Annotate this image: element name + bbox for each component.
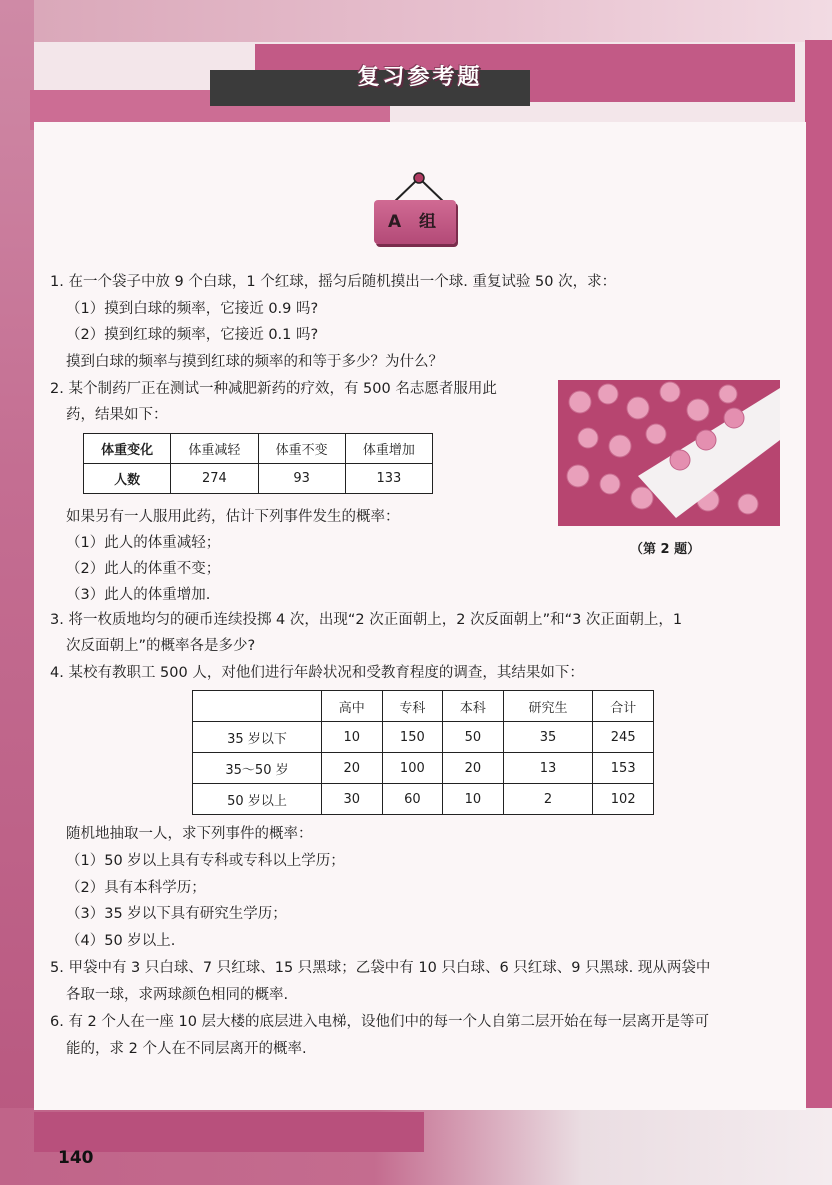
table-cell: 20 bbox=[322, 753, 383, 784]
table-cell: 153 bbox=[593, 753, 654, 784]
question-2-part-3: （3）此人的体重增加. bbox=[66, 587, 211, 603]
table-cell: 133 bbox=[345, 464, 432, 494]
question-5-line-2: 各取一球，求两球颜色相同的概率. bbox=[66, 987, 289, 1003]
question-6-line-1: 6. 有 2 个人在一座 10 层大楼的底层进入电梯，设他们中的每一个人自第二层开始在每一层离开是等可 bbox=[50, 1014, 710, 1030]
pills-icon bbox=[558, 380, 780, 526]
pill-photo bbox=[558, 380, 780, 526]
bottom-strip bbox=[34, 1112, 424, 1152]
table-cell: 150 bbox=[382, 722, 443, 753]
table-header: 高中 bbox=[322, 691, 383, 722]
question-4-intro: 随机地抽取一人，求下列事件的概率： bbox=[66, 826, 313, 842]
table-cell: 10 bbox=[322, 722, 383, 753]
table-header: 体重减轻 bbox=[171, 434, 258, 464]
question-1-part-1: （1）摸到白球的频率，它接近 0.9 吗? bbox=[66, 301, 319, 317]
question-1-part-3: 摸到白球的频率与摸到红球的频率的和等于多少？为什么？ bbox=[66, 354, 443, 370]
table-header: 体重变化 bbox=[84, 434, 171, 464]
table-cell: 2 bbox=[503, 784, 593, 815]
question-1-stem: 1. 在一个袋子中放 9 个白球，1 个红球，摇匀后随机摸出一个球. 重复试验 50 次，求： bbox=[50, 274, 617, 290]
question-3-line-1: 3. 将一枚质地均匀的硬币连续投掷 4 次，出现“2 次正面朝上，2 次反面朝上”和“3 次正面朝上，1 bbox=[50, 612, 683, 628]
table-row bbox=[193, 722, 654, 753]
question-2-stem-line-1: 2. 某个制药厂正在测试一种减肥新药的疗效，有 500 名志愿者服用此 bbox=[50, 381, 497, 397]
table-header: 专科 bbox=[382, 691, 443, 722]
weight-change-table bbox=[83, 433, 433, 494]
right-decoration bbox=[805, 40, 832, 1120]
question-1-part-2: （2）摸到红球的频率，它接近 0.1 吗? bbox=[66, 327, 319, 343]
table-row bbox=[193, 753, 654, 784]
table-cell: 20 bbox=[443, 753, 504, 784]
table-header: 本科 bbox=[443, 691, 504, 722]
table-row bbox=[193, 784, 654, 815]
group-label: A 组 bbox=[387, 212, 443, 232]
table-header: 体重增加 bbox=[345, 434, 432, 464]
staff-survey-table bbox=[192, 690, 654, 815]
table-cell: 245 bbox=[593, 722, 654, 753]
table-cell: 100 bbox=[382, 753, 443, 784]
table-header: 研究生 bbox=[503, 691, 593, 722]
table-cell: 60 bbox=[382, 784, 443, 815]
table-cell: 人数 bbox=[84, 464, 171, 494]
question-2-stem-line-2: 药，结果如下： bbox=[66, 407, 168, 423]
table-cell: 13 bbox=[503, 753, 593, 784]
question-4-part-1: （1）50 岁以上具有专科或专科以上学历； bbox=[66, 853, 345, 869]
question-2-intro: 如果另有一人服用此药，估计下列事件发生的概率： bbox=[66, 509, 400, 525]
question-4-part-3: （3）35 岁以下具有研究生学历； bbox=[66, 906, 287, 922]
page-number: 140 bbox=[58, 1148, 94, 1168]
table-cell: 102 bbox=[593, 784, 654, 815]
photo-caption: （第 2 题） bbox=[630, 542, 701, 557]
table-cell: 10 bbox=[443, 784, 504, 815]
question-6-line-2: 能的，求 2 个人在不同层离开的概率. bbox=[66, 1041, 307, 1057]
left-decoration bbox=[0, 0, 34, 1185]
question-4-part-2: （2）具有本科学历； bbox=[66, 880, 206, 896]
table-header: 体重不变 bbox=[258, 434, 345, 464]
table-header: 合计 bbox=[593, 691, 654, 722]
top-decoration bbox=[0, 0, 832, 42]
table-cell: 274 bbox=[171, 464, 258, 494]
table-cell: 30 bbox=[322, 784, 383, 815]
table-cell: 35 bbox=[503, 722, 593, 753]
question-2-part-2: （2）此人的体重不变； bbox=[66, 561, 221, 577]
question-2-part-1: （1）此人的体重减轻； bbox=[66, 535, 221, 551]
question-4-part-4: （4）50 岁以上. bbox=[66, 933, 176, 949]
table-cell: 93 bbox=[258, 464, 345, 494]
table-cell: 35～50 岁 bbox=[193, 753, 322, 784]
question-5-line-1: 5. 甲袋中有 3 只白球、7 只红球、15 只黑球；乙袋中有 10 只白球、6 只红球、9 只黑球. 现从两袋中 bbox=[50, 960, 711, 976]
page-title: 复习参考题 bbox=[357, 65, 483, 90]
table-header bbox=[193, 691, 322, 722]
table-cell: 50 岁以上 bbox=[193, 784, 322, 815]
question-3-line-2: 次反面朝上”的概率各是多少? bbox=[66, 638, 256, 654]
question-4-stem: 4. 某校有教职工 500 人，对他们进行年龄状况和受教育程度的调查，其结果如下： bbox=[50, 665, 584, 681]
table-cell: 35 岁以下 bbox=[193, 722, 322, 753]
table-cell: 50 bbox=[443, 722, 504, 753]
